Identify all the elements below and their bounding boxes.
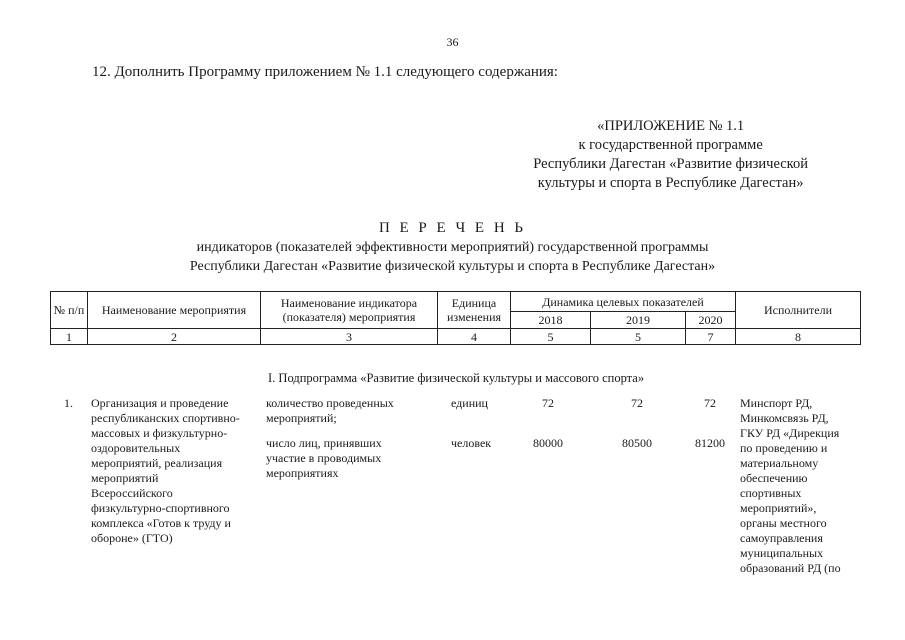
executor-line: образований РД (по — [740, 561, 841, 575]
executor-line: Минспорт РД, — [740, 396, 813, 410]
indicator-value-2019: 72 — [631, 396, 643, 410]
header-unit: Единица изменения — [438, 292, 511, 329]
indicator-line: мероприятий; — [266, 411, 337, 425]
intro-paragraph: 12. Дополнить Программу приложением № 1.1 следующего содержания: — [92, 64, 558, 80]
header-executors: Исполнители — [736, 292, 861, 329]
event-line: обороне» (ГТО) — [91, 531, 173, 545]
column-number: 8 — [736, 329, 861, 345]
event-line: Всероссийского — [91, 486, 173, 500]
appendix-line: культуры и спорта в Республике Дагестан» — [537, 175, 804, 191]
header-event: Наименование мероприятия — [88, 292, 261, 329]
column-number: 3 — [261, 329, 438, 345]
executor-line: муниципальных — [740, 546, 824, 560]
executor-line: материальному — [740, 456, 819, 470]
event-line: республиканских спортивно- — [91, 411, 240, 425]
appendix-line: Республики Дагестан «Развитие физической — [533, 156, 808, 172]
header-year: 2020 — [686, 312, 736, 329]
indicator-unit: единиц — [451, 396, 488, 410]
header-year: 2019 — [591, 312, 686, 329]
indicator-value-2020: 81200 — [695, 436, 725, 450]
executor-line: органы местного — [740, 516, 827, 530]
executor-line: спортивных — [740, 486, 802, 500]
subtitle-line: Республики Дагестан «Развитие физической культуры и спорта в Республике Дагестан» — [189, 259, 716, 274]
indicator-value-2018: 72 — [542, 396, 554, 410]
executor-line: самоуправления — [740, 531, 823, 545]
column-number: 5 — [511, 329, 591, 345]
event-line: мероприятий — [91, 471, 159, 485]
executor-line: по проведению и — [740, 441, 828, 455]
event-line: Организация и проведение — [91, 396, 229, 410]
column-number: 1 — [51, 329, 88, 345]
indicator-name — [266, 396, 394, 426]
row-number: 1. — [64, 396, 73, 410]
event-line: массовых и физкультурно- — [91, 426, 228, 440]
indicator-value-2019: 80500 — [622, 436, 652, 450]
column-number: 5 — [591, 329, 686, 345]
column-number: 2 — [88, 329, 261, 345]
document-subtitle — [0, 238, 905, 276]
event-line: мероприятий, реализация — [91, 456, 223, 470]
column-number: 7 — [686, 329, 736, 345]
indicator-unit: человек — [451, 436, 492, 450]
indicator-value-2020: 72 — [704, 396, 716, 410]
executor-line: Минкомсвязь РД, — [740, 411, 829, 425]
appendix-heading — [533, 117, 808, 193]
indicator-line: мероприятиях — [266, 466, 339, 480]
column-number: 4 — [438, 329, 511, 345]
indicators-table — [50, 291, 861, 345]
appendix-line: к государственной программе — [578, 137, 763, 153]
executor-line: мероприятий», — [740, 501, 817, 515]
event-line: комплекса «Готов к труду и — [91, 516, 231, 530]
indicator-name — [266, 436, 382, 481]
event-line: оздоровительных — [91, 441, 181, 455]
indicator-line: число лиц, принявших — [266, 436, 382, 450]
indicator-line: количество проведенных — [266, 396, 394, 410]
header-num: № п/п — [51, 292, 88, 329]
indicator-value-2018: 80000 — [533, 436, 563, 450]
document-title: П Е Р Е Ч Е Н Ь — [378, 220, 527, 236]
executor-line: обеспечению — [740, 471, 808, 485]
executor-line: ГКУ РД «Дирекция — [740, 426, 840, 440]
header-year: 2018 — [511, 312, 591, 329]
header-indicator: Наименование индикатора (показателя) мероприятия — [261, 292, 438, 329]
page-number: 36 — [446, 35, 459, 49]
header-dynamics: Динамика целевых показателей — [511, 292, 736, 312]
event-line: физкультурно-спортивного — [91, 501, 230, 515]
subtitle-line: индикаторов (показателей эффективности мероприятий) государственной программы — [196, 240, 709, 255]
indicator-line: участие в проводимых — [266, 451, 382, 465]
subprogram-heading: I. Подпрограмма «Развитие физической культуры и массового спорта» — [268, 371, 645, 385]
appendix-line: «ПРИЛОЖЕНИЕ № 1.1 — [597, 118, 745, 134]
event-name — [91, 396, 261, 546]
executors — [740, 396, 841, 576]
